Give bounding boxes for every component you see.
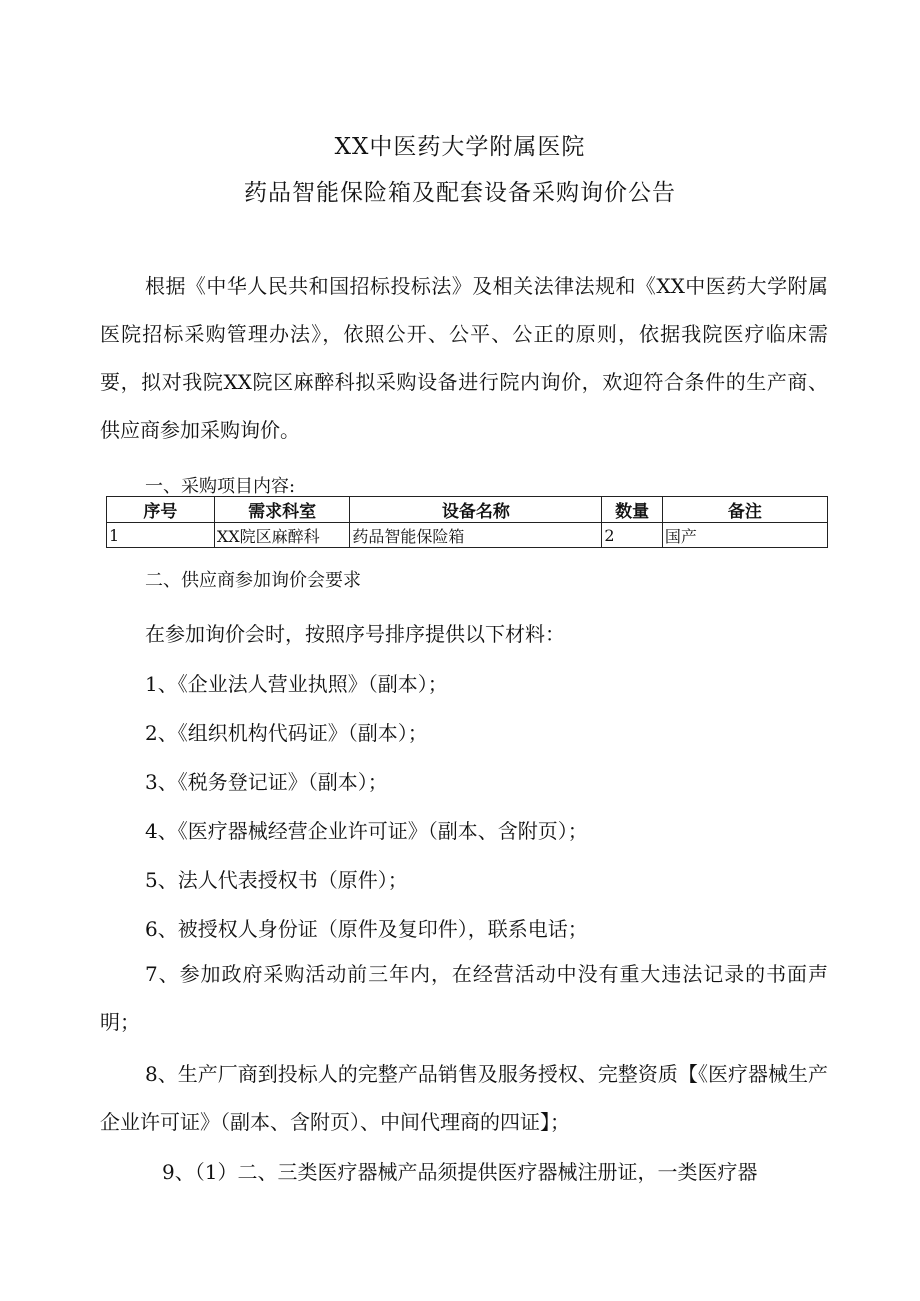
section1-label: 一、采购项目内容: [145, 476, 296, 497]
header-department: 需求科室 [214, 497, 350, 523]
procurement-table [106, 496, 828, 548]
intro-paragraph: 根据《中华人民共和国招标投标法》及相关法律法规和《XX中医药大学附属医院招标采购管理办法》，依照公开、公平、公正的原则，依据我院医疗临床需要，拟对我院XX院区麻醉科拟采购设备进行院内询价，欢迎符合条件的生产商、供应商参加采购询价。 [100, 274, 828, 442]
header-quantity: 数量 [602, 497, 662, 523]
requirement-item-4: 4、《医疗器械经营企业许可证》（副本、含附页）； [145, 819, 588, 843]
header-index: 序号 [107, 497, 215, 523]
requirement-item-8: 8、生产厂商到投标人的完整产品销售及服务授权、完整资质【《医疗器械生产企业许可证》（副本、含附页）、中间代理商的四证】； [100, 1062, 828, 1134]
table-row [107, 523, 828, 548]
requirement-item-2: 2、《组织机构代码证》（副本）； [145, 721, 428, 745]
requirement-item-9: 9、（1）二、三类医疗器械产品须提供医疗器械注册证，一类医疗器 [162, 1160, 758, 1184]
cell-department: XX院区麻醉科 [214, 523, 350, 548]
cell-index: 1 [107, 523, 215, 548]
requirement-item-7: 7、参加政府采购活动前三年内，在经营活动中没有重大违法记录的书面声明； [100, 962, 828, 1034]
section2-lead: 在参加询价会时，按照序号排序提供以下材料： [145, 622, 565, 646]
cell-remarks: 国产 [662, 523, 827, 548]
cell-equipment-name: 药品智能保险箱 [350, 523, 602, 548]
requirement-item-3: 3、《税务登记证》（副本）； [145, 770, 388, 794]
requirement-item-1: 1、《企业法人营业执照》（副本）； [145, 672, 448, 696]
section2-label: 二、供应商参加询价会要求 [145, 570, 361, 591]
header-equipment-name: 设备名称 [350, 497, 602, 523]
table-header-row [107, 497, 828, 523]
cell-quantity: 2 [602, 523, 662, 548]
requirement-item-5: 5、法人代表授权书（原件）； [145, 868, 408, 892]
requirement-item-6: 6、被授权人身份证（原件及复印件），联系电话； [145, 917, 588, 941]
document-title-line1: XX中医药大学附属医院 [334, 134, 586, 160]
header-remarks: 备注 [662, 497, 827, 523]
document-title-line2: 药品智能保险箱及配套设备采购询价公告 [244, 180, 676, 206]
